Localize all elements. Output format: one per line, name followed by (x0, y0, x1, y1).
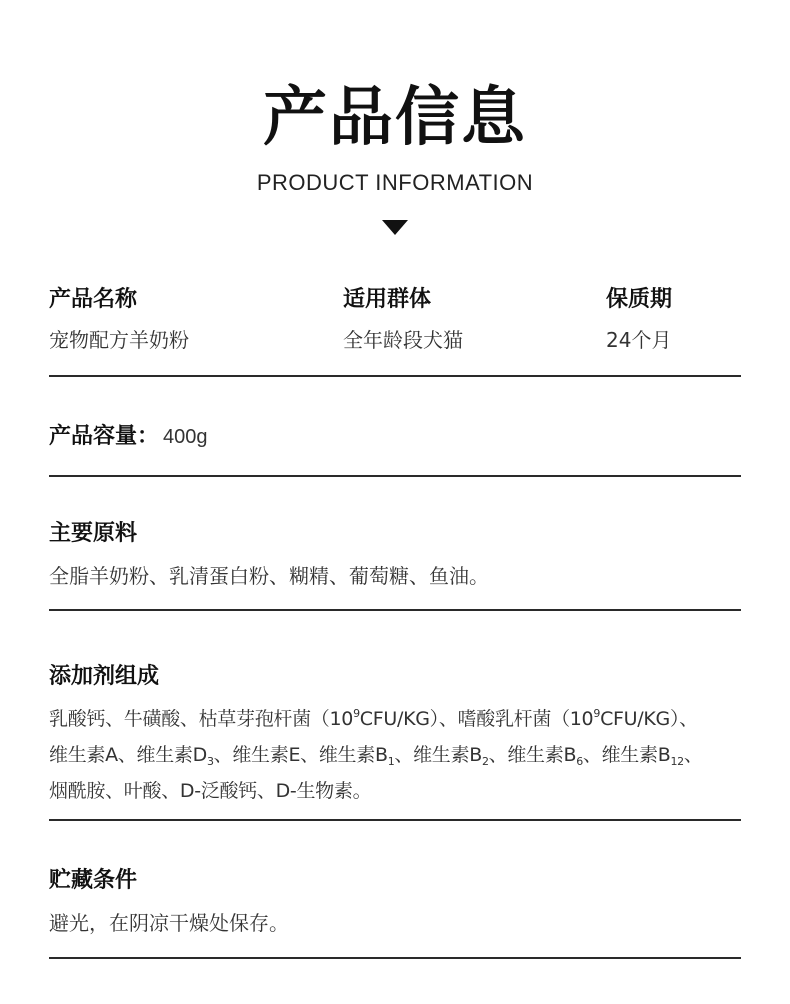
info-column-product-name (49, 284, 189, 354)
info-column-shelf-life (606, 284, 672, 354)
divider (49, 819, 741, 821)
target-group-value: 全年龄段犬猫 (343, 328, 463, 352)
product-name-value: 宠物配方羊奶粉 (49, 328, 189, 352)
additives-line (49, 701, 749, 737)
shelf-life-value: 24个月 (606, 328, 672, 352)
capacity-row (49, 420, 208, 455)
target-group-label: 适用群体 (343, 287, 432, 312)
exponent: 9 (593, 707, 601, 720)
exponent: 9 (353, 707, 360, 720)
product-name-label: 产品名称 (49, 287, 138, 312)
additives-line (49, 773, 749, 809)
storage-body: 避光，在阴凉干燥处保存。 (49, 911, 289, 935)
additives-text: CFU/KG）、 (600, 708, 698, 730)
additives-text: 、维生素B (582, 744, 671, 766)
additives-text: 、维生素B (488, 744, 577, 766)
subscript: 2 (481, 755, 489, 768)
additives-title: 添加剂组成 (49, 664, 160, 689)
ingredients-section (49, 518, 749, 594)
divider (49, 609, 741, 611)
page-title: 产品信息 (263, 81, 527, 155)
subscript: 1 (387, 755, 395, 768)
ingredients-title: 主要原料 (49, 521, 138, 546)
additives-text: 、维生素B (394, 744, 482, 766)
storage-section (49, 865, 749, 941)
capacity-label: 产品容量： (49, 424, 160, 449)
divider (49, 375, 741, 377)
shelf-life-label: 保质期 (606, 287, 673, 312)
page-subtitle: PRODUCT INFORMATION (256, 170, 534, 195)
subscript: 3 (206, 755, 214, 768)
additives-text: 维生素A、维生素D (49, 744, 207, 766)
additives-text: 、维生素E、维生素B (213, 744, 388, 766)
additives-text: 、 (683, 744, 703, 766)
additives-text: 烟酰胺、叶酸、D-泛酸钙、D-生物素。 (49, 780, 372, 802)
additives-line (49, 737, 749, 773)
storage-title: 贮藏条件 (49, 868, 138, 893)
capacity-value: 400g (163, 426, 208, 448)
additives-text: 乳酸钙、牛磺酸、枯草芽孢杆菌（10 (49, 708, 354, 730)
subscript: 6 (576, 755, 583, 768)
additives-body (49, 701, 749, 809)
ingredients-body: 全脂羊奶粉、乳清蛋白粉、糊精、葡萄糖、鱼油。 (49, 564, 489, 588)
info-column-target-group (343, 284, 463, 354)
triangle-down-icon (382, 220, 408, 235)
additives-section (49, 661, 749, 809)
subscript: 12 (670, 755, 684, 768)
additives-text: CFU/KG）、嗜酸乳杆菌（10 (359, 708, 594, 730)
divider (49, 475, 741, 477)
divider (49, 957, 741, 959)
